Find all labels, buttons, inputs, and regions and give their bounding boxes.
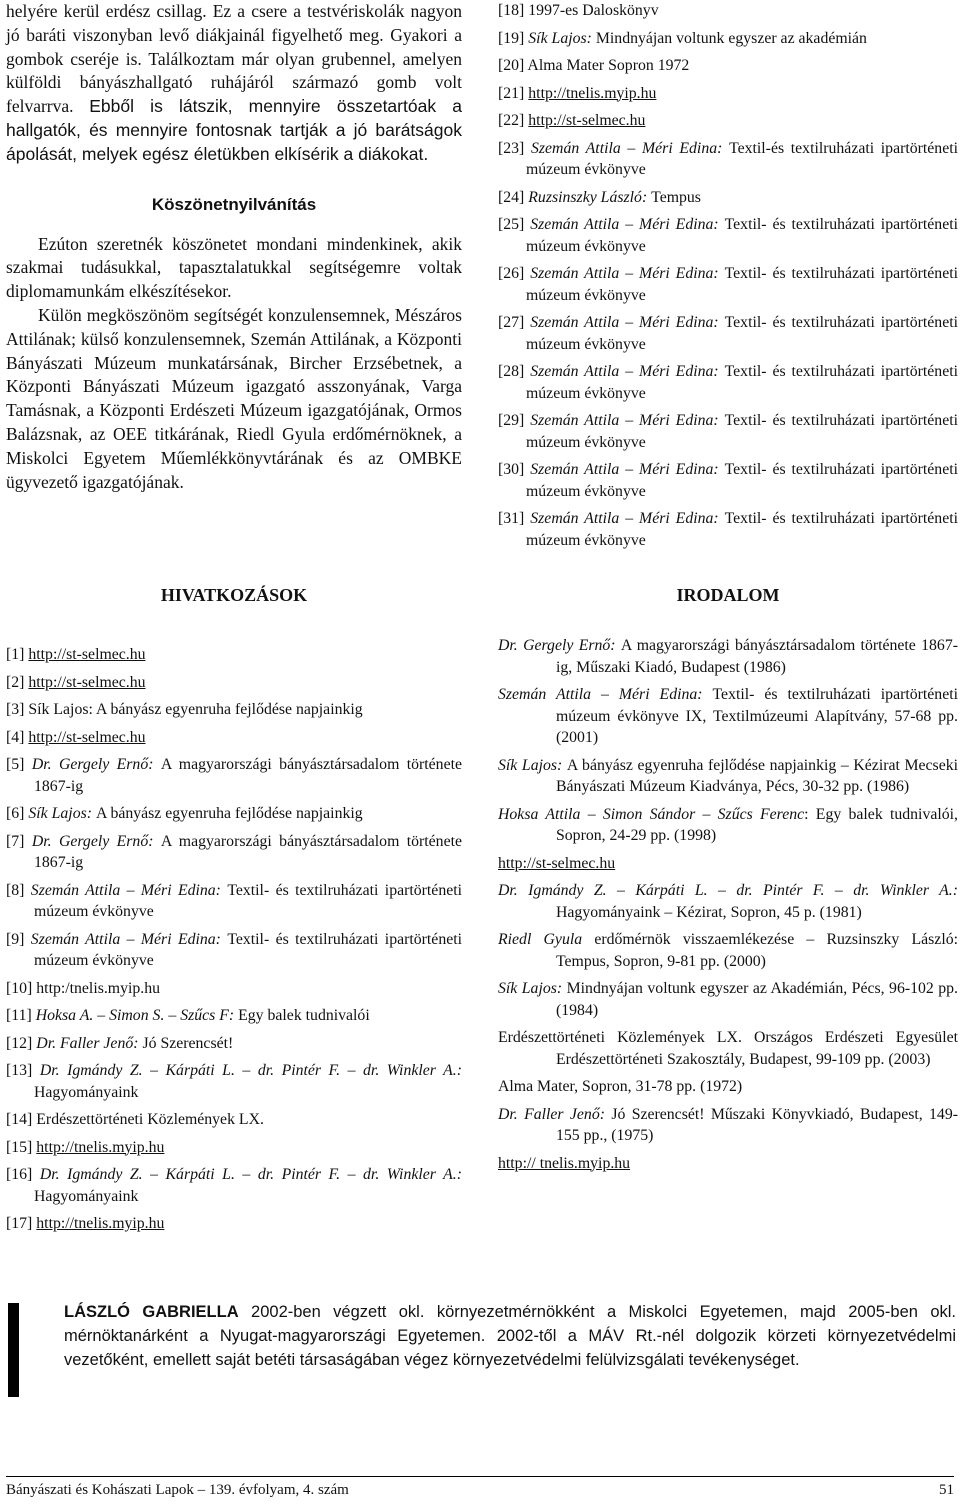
author-bio [64,1300,956,1372]
reference-number: [26] [498,265,531,282]
reference-author: Ruzsinszky László: [528,188,652,206]
reference-author: Sík Lajos: [28,701,96,718]
acknowledgement-paragraph: Külön megköszönöm segítségét konzulensemnek, Mészáros Attilának; külső konzulensemnek, Szemán Attilának, a Központi Bányászati Múzeum munkatársának, Bircher Erzsébetnek, a Központi Bányászati Múzeum igazgató asszonyának, Varga Tamásnak, a Központi Erdészeti Múzeum igazgatójának, Ormos Balázsnak, az OEE titkárának, Riedl Gyula erdőmérnöknek, a Miskolci Egyetem Műemlékkönyvtárának és az OMBKE ügyvezető igazgatójának. [6,304,462,492]
reference-number: [12] [6,1034,37,1052]
reference-title: Mindnyájan voltunk egyszer az akadémián [595,29,867,47]
reference-item [498,0,958,22]
reference-author: Sík Lajos: [498,980,567,997]
reference-item [6,644,462,666]
reference-title: Erdészettörténeti Közlemények LX. [36,1111,264,1128]
reference-link[interactable]: http://st-selmec.hu [28,646,146,663]
page-number: 51 [939,1482,954,1498]
reference-link[interactable]: http://st-selmec.hu [28,673,146,691]
reference-title: Mindnyájan voltunk egyszer az Akadémián, Pécs, 96-102 pp. (1984) [556,980,959,1019]
literature-item [498,1153,958,1175]
reference-link[interactable]: http://st-selmec.hu [528,112,646,129]
literature-item [498,978,958,1021]
reference-item [498,361,958,404]
reference-author: Dr. Gergely Ernő: [31,756,161,773]
reference-title: Textil- és textilruházati ipartörténeti múzeum évkönyve [526,265,958,304]
reference-title: Alma Mater Sopron 1972 [527,57,690,74]
reference-number: [14] [6,1111,37,1128]
reference-item [6,803,462,825]
reference-title: Hagyományaink [34,1083,139,1101]
journal-title: Bányászati és Kohászati Lapok – 139. évfolyam, 4. szám [6,1482,349,1498]
reference-author: Dr. Gergely Ernő: [498,637,621,654]
reference-number: [27] [498,314,531,331]
reference-link[interactable]: http://st-selmec.hu [28,728,146,746]
reference-author: Dr. Igmándy Z. – Kárpáti L. – dr. Pintér F. – dr. Winkler A.: [39,1062,462,1079]
reference-item [498,508,958,551]
reference-number: [19] [498,29,529,47]
reference-number: [24] [498,188,529,206]
reference-title: Textil- és textilruházati ipartörténeti múzeum évkönyve [526,363,958,402]
literature-item [498,1076,958,1098]
reference-number: [31] [498,510,531,527]
reference-link[interactable]: http://tnelis.myip.hu [36,1215,165,1232]
literature-item [498,684,958,749]
reference-number: [4] [6,728,29,746]
reference-number: [3] [6,701,29,718]
reference-title: Hagyományaink – Kézirat, Sopron, 45 p. (1981) [556,903,862,921]
references-heading: HIVATKOZÁSOK [160,585,308,605]
body-paragraph-part: helyére kerül erdész csillag. Ez a csere a testvériskolák nagyon jó baráti viszonyban levő diákjainál figyelhető meg. Gyakori a gombok cseréje is. Találkoztam már olyan grubennel, amelyen külföldi bányászhallgató ruhájáról származó gomb volt felvarrva. [6,1,462,117]
reference-item [6,727,462,749]
reference-number: [18] [498,2,529,19]
reference-number: [15] [6,1138,37,1156]
reference-item [6,1137,462,1159]
reference-title: A bányász egyenruha fejlődése napjainkig [95,805,363,822]
reference-number: [5] [6,756,32,773]
reference-title: Textil- és textilruházati ipartörténeti múzeum évkönyve [526,461,958,500]
author-name: LÁSZLÓ GABRIELLA [64,1303,239,1321]
references-left-list [6,644,462,1241]
reference-number: [1] [6,646,29,663]
reference-item [498,459,958,502]
reference-item [498,138,958,181]
body-paragraph [6,0,462,167]
reference-item [6,978,462,1000]
reference-item [6,1164,462,1207]
reference-number: [16] [6,1166,40,1183]
reference-title: A bányász egyenruha fejlődése napjainkig – Kézirat Mecseki Bányászati Múzeum Kiadványa, Pécs, 30-32 pp. (1986) [556,756,958,795]
reference-title: Erdészettörténeti Közlemények LX. Országos Erdészeti Egyesület Erdészettörténeti Szakosztály, Budapest, 99-109 pp. (2003) [498,1029,958,1068]
literature-list [498,635,958,1180]
reference-title: Jó Szerencsét! [142,1034,234,1052]
reference-item [6,1060,462,1103]
reference-number: [11] [6,1007,36,1024]
literature-item [498,1027,958,1070]
reference-number: [9] [6,930,31,948]
reference-author: Szemán Attila – Méri Edina: [530,265,725,282]
reference-author: Szemán Attila – Méri Edina: [530,412,725,429]
footer-rule [6,1476,954,1477]
reference-number: [6] [6,805,29,822]
reference-title: Tempus [651,188,701,206]
reference-item [6,880,462,923]
reference-item [6,1033,462,1055]
reference-title: Egy balek tudnivalói [238,1007,370,1024]
reference-number: [20] [498,57,528,74]
reference-author: Dr. Igmándy Z. – Kárpáti L. – dr. Pintér F. – dr. Winkler A.: [39,1166,462,1183]
reference-title: Textil-és textilruházati ipartörténeti múzeum évkönyve [526,139,958,178]
literature-item [498,880,958,923]
reference-title: A bányász egyenruha fejlődése napjainkig [95,701,363,718]
reference-title: Textil- és textilruházati ipartörténeti múzeum évkönyve [526,412,958,451]
reference-title: Textil- és textilruházati ipartörténeti múzeum évkönyve IX, Textilmúzeumi Alapítvány, 57-68 pp. (2001) [556,686,958,746]
reference-author: Sík Lajos: [28,805,96,822]
reference-title: Jó Szerencsét! Műszaki Könyvkiadó, Budapest, 149-155 pp., (1975) [556,1105,958,1144]
reference-item [498,214,958,257]
reference-number: [23] [498,139,531,157]
reference-author: Szemán Attila – Méri Edina: [530,216,725,233]
reference-author: Dr. Gergely Ernő: [31,832,161,850]
author-bio-text: 2002-ben végzett okl. környezetmérnökként a Miskolci Egyetemen, majd 2005-ben okl. mérnöktanárként a Nyugat-magyarországi Egyetemen. 2002-től a MÁV Rt.-nél dolgozik körzeti környezetvédelmi vezetőként, emellett saját betéti társaságában végez környezetvédelmi felülvizsgálati tevékenységet. [64,1303,956,1369]
reference-item [6,1005,462,1027]
reference-number: [28] [498,363,531,380]
reference-item [6,831,462,874]
reference-author: Dr. Igmándy Z. – Kárpáti L. – dr. Pintér F. – dr. Winkler A.: [498,882,958,899]
references-right-list [498,0,958,557]
reference-number: [2] [6,673,29,691]
reference-item [498,187,958,209]
reference-title: A magyarországi bányásztársadalom története 1867-ig [34,832,462,871]
reference-item [498,83,958,105]
reference-number: [21] [498,84,529,102]
literature-item [498,635,958,678]
reference-number: [7] [6,832,32,850]
reference-number: [10] [6,979,37,997]
reference-title: Textil- és textilruházati ipartörténeti múzeum évkönyve [526,216,958,255]
reference-item [498,110,958,132]
reference-title: Textil- és textilruházati ipartörténeti múzeum évkönyve [34,881,463,920]
reference-item [498,312,958,355]
reference-title: 1997-es Daloskönyv [528,2,659,19]
reference-author: Szemán Attila – Méri Edina: [530,461,725,478]
reference-author: Dr. Faller Jenő: [36,1034,143,1052]
reference-author: Szemán Attila – Méri Edina: [498,686,713,703]
reference-item [6,754,462,797]
reference-author: Szemán Attila – Méri Edina: [530,510,725,527]
reference-item [6,1213,462,1235]
reference-author: Sík Lajos: [528,29,596,47]
reference-author: Szemán Attila – Méri Edina: [531,139,730,157]
reference-link[interactable]: http://tnelis.myip.hu [528,84,657,102]
reference-author: Szemán Attila – Méri Edina: [530,314,725,331]
body-paragraph-part: Ebből is látszik, mennyire összetartóak a hallgatók, és mennyire fontosnak tartják a jó barátságok ápolását, melyek egész életükben elkísérik a diákokat. [6,96,462,164]
reference-author: Hoksa Attila – Simon Sándor – Szűcs Ferenc [498,805,805,823]
reference-title: Hagyományaink [34,1187,139,1205]
reference-title: : Egy balek tudnivalói, Sopron, 24-29 pp. (1998) [556,805,958,844]
reference-title: Textil- és textilruházati ipartörténeti múzeum évkönyve [526,314,958,353]
reference-number: [8] [6,881,31,899]
reference-title: Alma Mater, Sopron, 31-78 pp. (1972) [498,1078,743,1095]
acknowledgement-paragraph: Ezúton szeretnék köszönetet mondani mindenkinek, akik szakmai tudásukkal, tapasztalatukkal segítségemre voltak diplomamunkám elkészítésekor. [6,233,462,302]
reference-link[interactable]: http://st-selmec.hu [498,854,616,872]
reference-number: [17] [6,1215,37,1232]
reference-author: Dr. Faller Jenő: [498,1105,612,1123]
reference-title: Textil- és textilruházati ipartörténeti múzeum évkönyve [526,510,958,549]
reference-number: [30] [498,461,531,478]
reference-author: Szemán Attila – Méri Edina: [30,881,228,899]
reference-title: A magyarországi bányásztársadalom története 1867-ig [34,756,462,795]
literature-item [498,853,958,875]
reference-title: A magyarországi bányásztársadalom története 1867-ig, Műszaki Kiadó, Budapest (1986) [556,637,958,676]
reference-number: [25] [498,216,531,233]
literature-heading: IRODALOM [676,585,780,605]
reference-link[interactable]: http://tnelis.myip.hu [36,1138,165,1156]
reference-item [6,699,462,721]
reference-author: Szemán Attila – Méri Edina: [530,363,725,380]
literature-item [498,804,958,847]
reference-item [6,929,462,972]
reference-title: erdőmérnök visszaemlékezése – Ruzsinszky László: Tempus, Sopron, 9-81 pp. (2000) [556,931,958,970]
reference-number: [29] [498,412,531,429]
reference-number: [13] [6,1062,40,1079]
literature-item [498,1104,958,1147]
literature-item [498,929,958,972]
reference-author: Riedl Gyula [498,931,595,948]
main-text-column [6,0,462,494]
reference-item [6,1109,462,1131]
acknowledgement-heading: Köszönetnyilvánítás [151,194,317,214]
reference-author: Hoksa A. – Simon S. – Szűcs F: [35,1007,239,1024]
reference-item [498,263,958,306]
reference-item [498,28,958,50]
reference-title: http:/tnelis.myip.hu [36,979,161,997]
reference-author: Szemán Attila – Méri Edina: [30,930,228,948]
page-footer [6,1482,954,1499]
reference-author: Sík Lajos: [498,756,567,774]
reference-item [6,672,462,694]
bio-marker-bar [8,1303,19,1397]
reference-item [498,55,958,77]
reference-number: [22] [498,112,529,129]
reference-link[interactable]: http:// tnelis.myip.hu [498,1154,631,1172]
reference-item [498,410,958,453]
reference-title: Textil- és textilruházati ipartörténeti múzeum évkönyve [34,930,463,969]
literature-item [498,755,958,798]
